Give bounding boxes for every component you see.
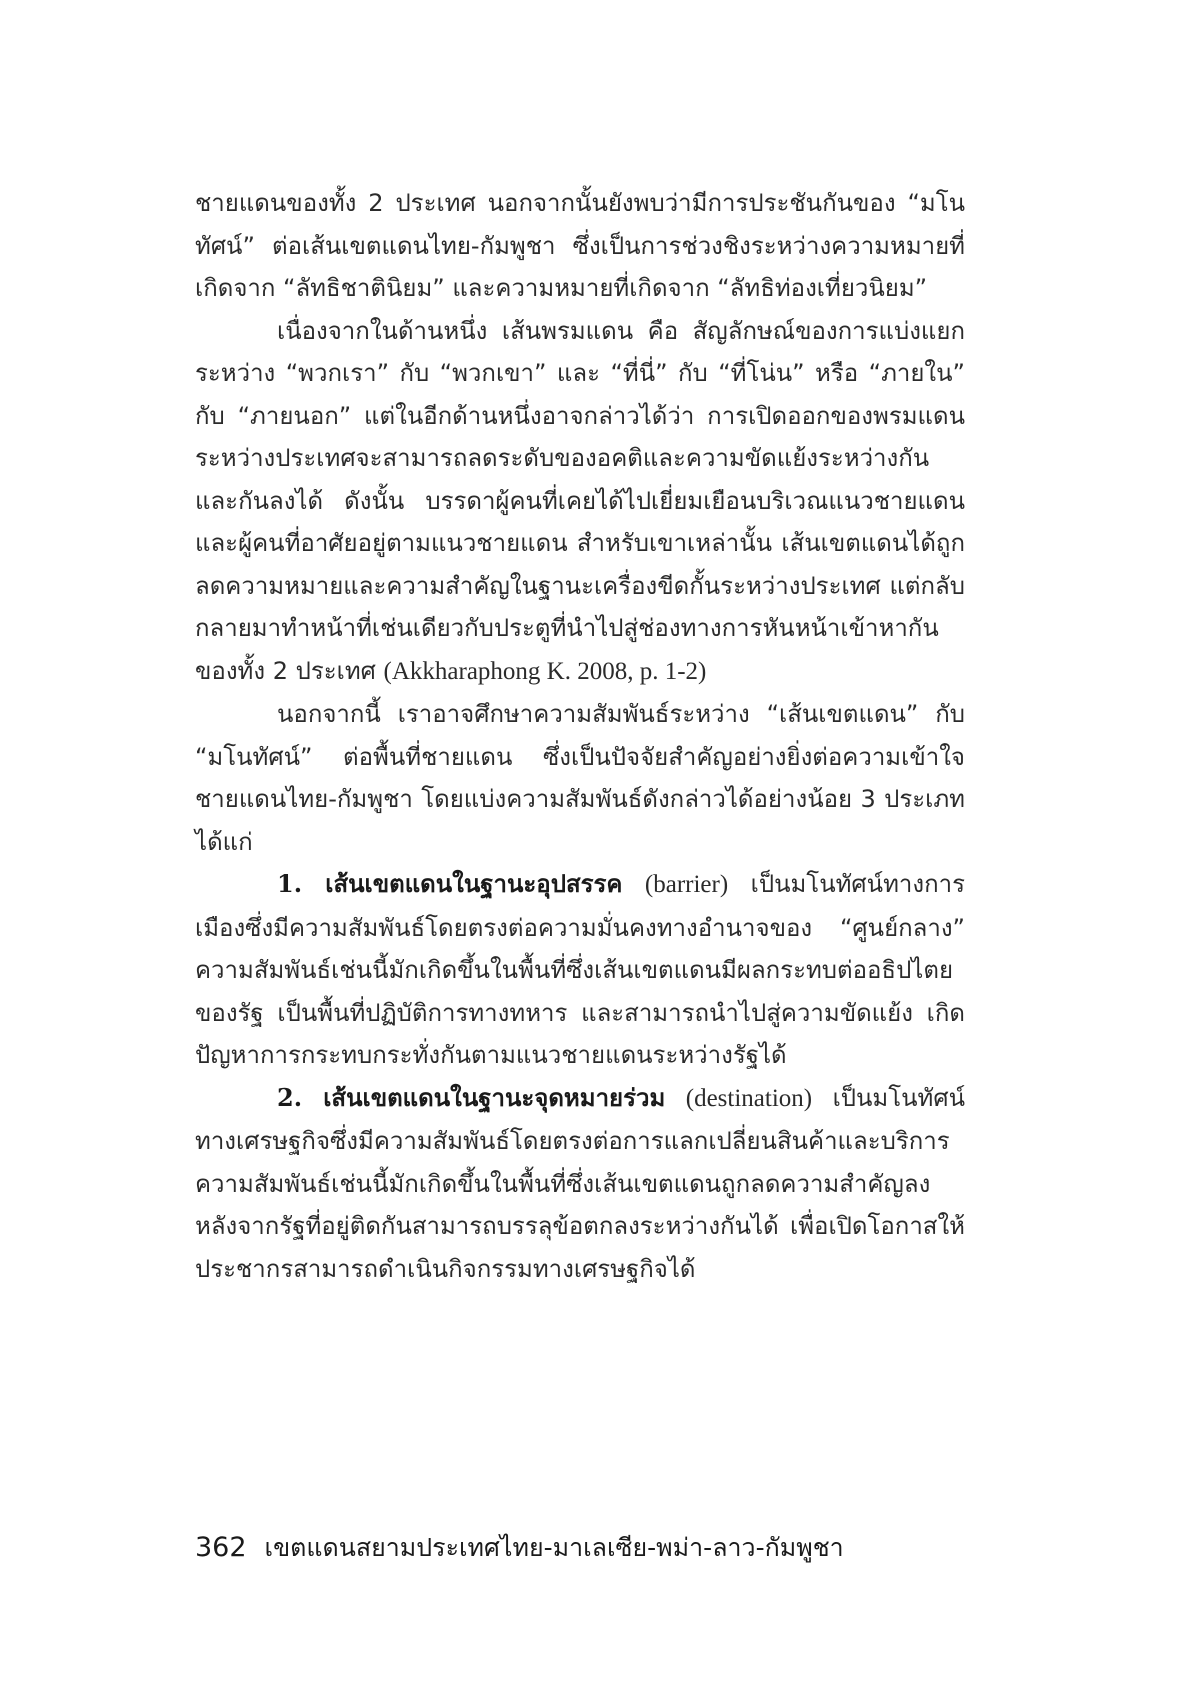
- list-item-text: เป็นมโนทัศน์ทางเศรษฐกิจซึ่งมีความสัมพันธ์โดยตรงต่อการแลกเปลี่ยนสินค้าและบริการ ความสัมพันธ์เช่นนี้มักเกิดขึ้นในพื้นที่ซึ่งเส้นเขตแดนถูกลดความสำคัญลง หลังจากรัฐที่อยู่ติดกันสามารถบรรลุข้อตกลงระหว่างกันได้ เพื่อเปิดโอกาสให้ประชากรสามารถดำเนินกิจกรรมทางเศรษฐกิจได้: [195, 1083, 965, 1283]
- page-number: 362: [195, 1532, 247, 1563]
- paragraph-2: [195, 310, 965, 694]
- paragraph-3: นอกจากนี้ เราอาจศึกษาความสัมพันธ์ระหว่าง “เส้นเขตแดน” กับ “มโนทัศน์” ต่อพื้นที่ชายแดน ซึ่งเป็นปัจจัยสำคัญอย่างยิ่งต่อความเข้าใจชายแดนไทย-กัมพูชา โดยแบ่งความสัมพันธ์ดังกล่าวได้อย่างน้อย 3 ประเภท ได้แก่: [195, 700, 965, 856]
- english-term: (barrier): [644, 871, 729, 898]
- paragraph-1: ชายแดนของทั้ง 2 ประเทศ นอกจากนั้นยังพบว่ามีการประชันกันของ “มโนทัศน์” ต่อเส้นเขตแดนไทย-กัมพูชา ซึ่งเป็นการช่วงชิงระหว่างความหมายที่เกิดจาก “ลัทธิชาตินิยม” และความหมายที่เกิดจาก “ลัทธิท่องเที่ยวนิยม”: [195, 189, 965, 302]
- list-item-text: เป็นมโนทัศน์ทางการเมืองซึ่งมีความสัมพันธ์โดยตรงต่อความมั่นคงทางอำนาจของ “ศูนย์กลาง” ความสัมพันธ์เช่นนี้มักเกิดขึ้นในพื้นที่ซึ่งเส้นเขตแดนมีผลกระทบต่ออธิปไตยของรัฐ เป็นพื้นที่ปฏิบัติการทางทหาร และสามารถนำไปสู่ความขัดแย้ง เกิดปัญหาการกระทบกระทั่งกันตามแนวชายแดนระหว่างรัฐได้: [195, 870, 965, 1069]
- list-item-destination: [195, 1077, 965, 1291]
- paragraph-2-text: เนื่องจากในด้านหนึ่ง เส้นพรมแดน คือ สัญลักษณ์ของการแบ่งแยกระหว่าง “พวกเรา” กับ “พวกเขา” และ “ที่นี่” กับ “ที่โน่น” หรือ “ภายใน” กับ “ภายนอก” แต่ในอีกด้านหนึ่งอาจกล่าวได้ว่า การเปิดออกของพรมแดนระหว่างประเทศจะสามารถลดระดับของอคติและความขัดแย้งระหว่างกันและกันลงได้ ดังนั้น บรรดาผู้คนที่เคยได้ไปเยี่ยมเยือนบริเวณแนวชายแดนและผู้คนที่อาศัยอยู่ตามแนวชายแดน สำหรับเขาเหล่านั้น เส้นเขตแดนได้ถูกลดความหมายและความสำคัญในฐานะเครื่องขีดกั้นระหว่างประเทศ แต่กลับกลายมาทำหน้าที่เช่นเดียวกับประตูที่นำไปสู่ช่องทางการหันหน้าเข้าหากันของทั้ง 2 ประเทศ: [195, 316, 965, 685]
- english-term: (destination): [685, 1084, 813, 1112]
- list-item-heading: 2. เส้นเขตแดนในฐานะจุดหมายร่วม: [277, 1082, 666, 1112]
- citation: (Akkharaphong K. 2008, p. 1-2): [383, 657, 707, 685]
- page-footer: [195, 1528, 965, 1568]
- list-item-barrier: [195, 863, 965, 1077]
- body-text: [195, 182, 965, 1290]
- list-item-heading: 1. เส้นเขตแดนในฐานะอุปสรรค: [277, 869, 623, 898]
- running-title: เขตแดนสยามประเทศไทย-มาเลเซีย-พม่า-ลาว-กัมพูชา: [264, 1533, 844, 1562]
